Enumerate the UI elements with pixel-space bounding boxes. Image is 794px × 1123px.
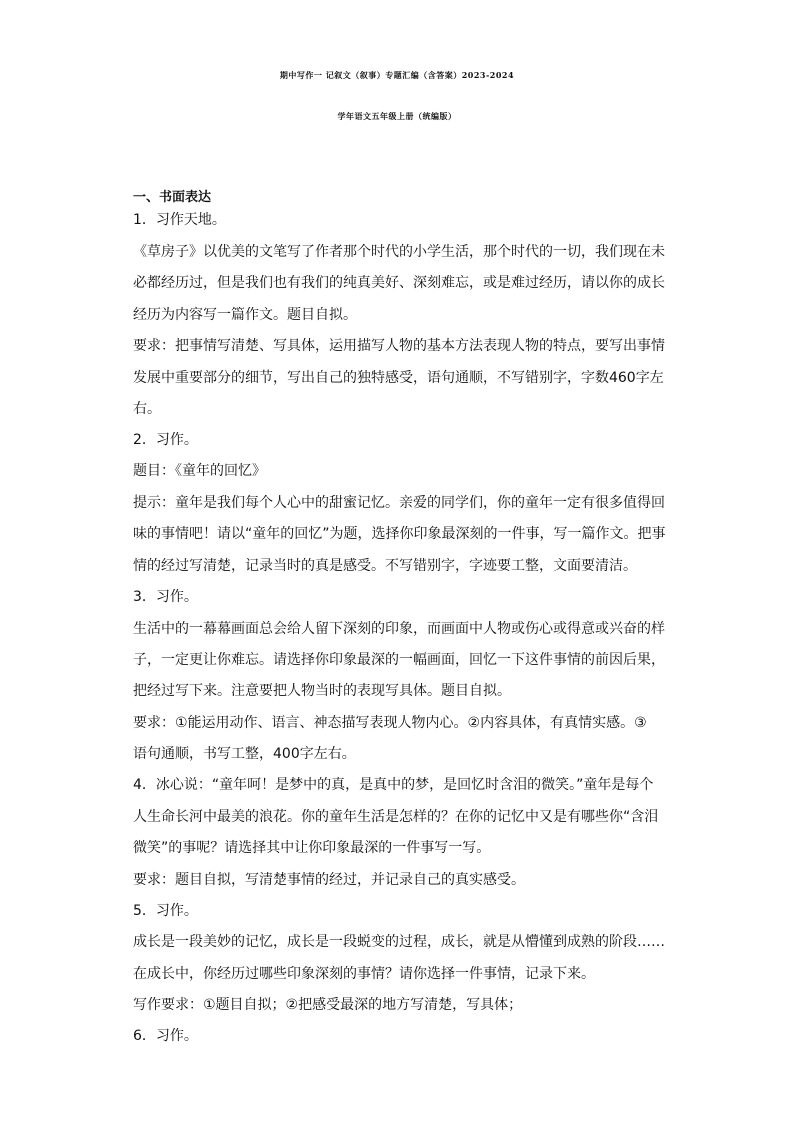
document-title-line-1: 期中写作一 记叙文（叙事）专题汇编（含答案）2023-2024	[279, 70, 515, 80]
text-line: 在成长中，你经历过哪些印象深刻的事情？请你选择一件事情，记录下来。	[133, 966, 595, 982]
text-line: 经历为内容写一篇作文。题目自拟。	[133, 307, 357, 323]
text-line: 成长是一段美妙的记忆，成长是一段蜕变的过程，成长，就是从懵懂到成熟的阶段……	[133, 934, 665, 950]
text-line: 3．习作。	[133, 589, 198, 605]
text-line: 把经过写下来。注意要把人物当时的表现写具体。题目自拟。	[133, 683, 511, 699]
text-line: 语句通顺，书写工整，400字左右。	[133, 746, 356, 762]
text-line: 要求：把事情写清楚、写具体，运用描写人物的基本方法表现人物的特点，要写出事情	[133, 338, 665, 354]
text-line: 微笑”的事呢？请选择其中让你印象最深的一件事写一写。	[133, 840, 491, 856]
text-line: 《草房子》以优美的文笔写了作者那个时代的小学生活，那个时代的一切，我们现在未	[133, 244, 665, 260]
text-line: 要求：①能运用动作、语言、神态描写表现人物内心。②内容具体，有真情实感。③	[133, 715, 647, 731]
text-line: 6．习作。	[133, 1028, 198, 1044]
text-line: 写作要求：①题目自拟；②把感受最深的地方写清楚，写具体；	[133, 997, 523, 1013]
text-line: 要求：题目自拟，写清楚事情的经过，并记录自己的真实感受。	[133, 872, 525, 888]
text-line: 题目：《童年的回忆》	[133, 463, 266, 479]
text-line: 味的事情吧！请以“童年的回忆”为题，选择你印象最深刻的一件事，写一篇作文。把事	[133, 526, 666, 542]
text-line: 1．习作天地。	[133, 212, 226, 228]
text-line: 右。	[133, 401, 161, 417]
text-line: 子，一定更让你难忘。请选择你印象最深的一幅画面，回忆一下这件事情的前因后果，	[133, 652, 665, 668]
document-title-line-2: 学年语文五年级上册（统编版）	[337, 111, 457, 121]
section-heading: 一、书面表达	[133, 190, 212, 205]
text-line: 提示：童年是我们每个人心中的甜蜜记忆。亲爱的同学们，你的童年一定有很多值得回	[133, 495, 665, 511]
text-line: 4．冰心说：“童年呵！是梦中的真，是真中的梦，是回忆时含泪的微笑。”童年是每个	[133, 777, 654, 793]
text-line: 5．习作。	[133, 903, 198, 919]
text-line: 情的经过写清楚，记录当时的真是感受。不写错别字，字迹要工整，文面要清洁。	[133, 558, 637, 574]
text-line: 发展中重要部分的细节，写出自己的独特感受，语句通顺，不写错别字，字数460字左	[133, 370, 664, 386]
text-line: 必都经历过，但是我们也有我们的纯真美好、深刻难忘，或是难过经历，请以你的成长	[133, 275, 665, 291]
text-line: 人生命长河中最美的浪花。你的童年生活是怎样的？在你的记忆中又是有哪些你“含泪	[133, 809, 659, 825]
text-line: 生活中的一幕幕画面总会给人留下深刻的印象，而画面中人物或伤心或得意或兴奋的样	[133, 621, 665, 637]
text-line: 2．习作。	[133, 432, 198, 448]
